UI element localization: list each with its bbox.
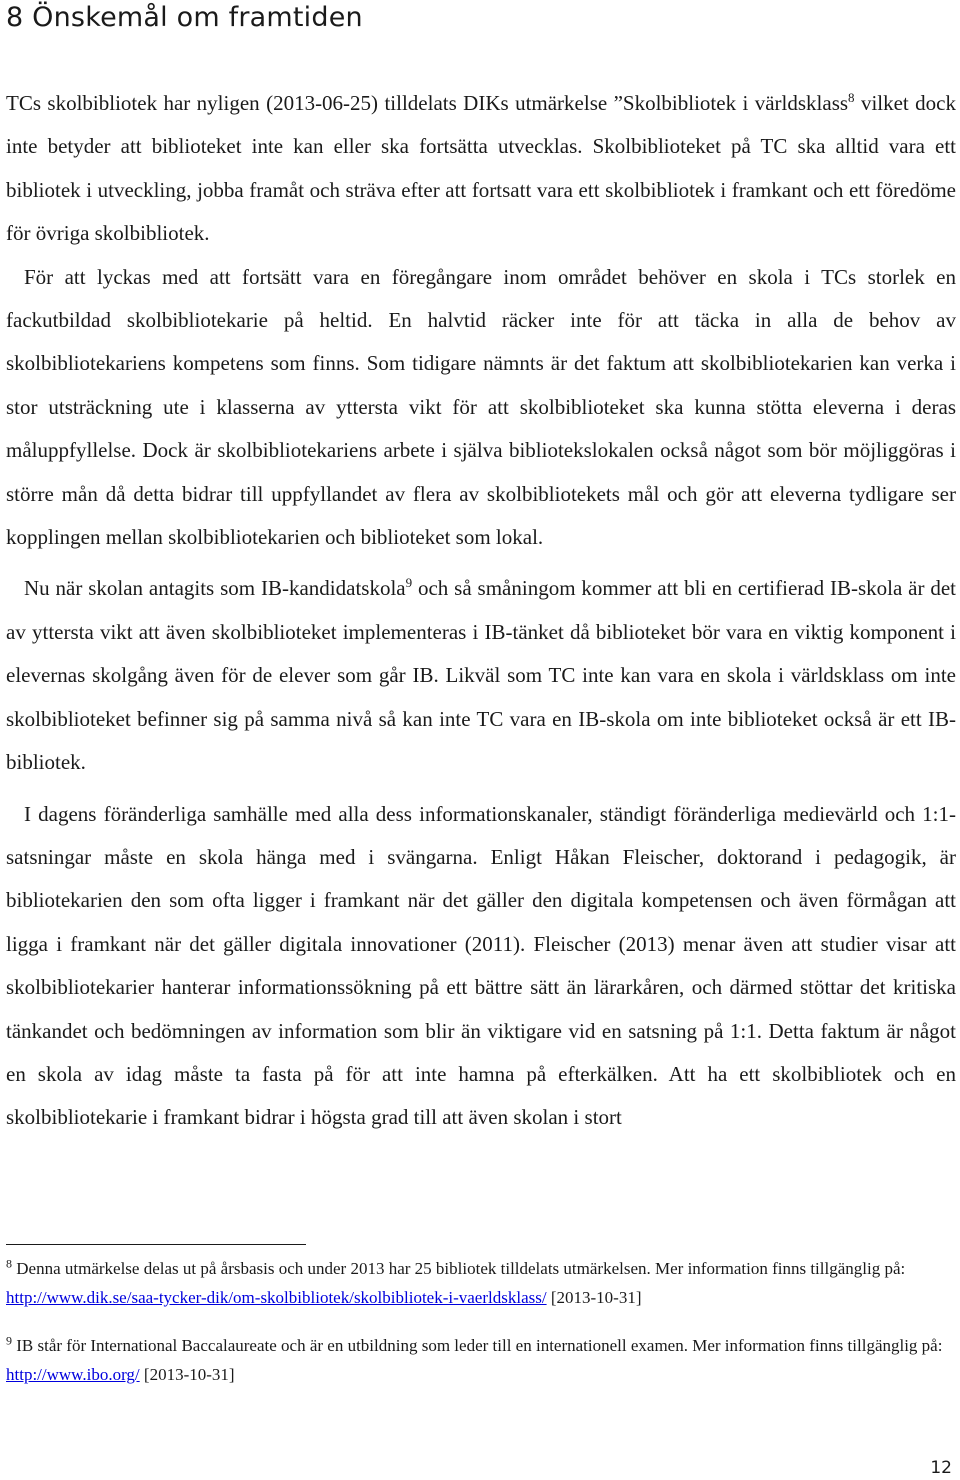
- footnotes: [6, 1254, 950, 1389]
- footnote-separator: [6, 1244, 306, 1245]
- paragraph-3: [6, 567, 956, 784]
- footnote-8: [6, 1254, 950, 1312]
- footnote-9-number: 9: [6, 1333, 12, 1348]
- paragraph-3-continued: och så småningom kommer att bli en certifierad IB-skola är det av yttersta vikt att även skolbiblioteket implementeras i IB-tänket då biblioteket bör vara en viktig komponent i elevernas skolgång även för de elever som går IB. Likväl som TC inte kan vara en skola i världsklass om inte skolbiblioteket befinner sig på samma nivå så kan inte TC vara en IB-skola om inte biblioteket också är ett IB-bibliotek.: [6, 576, 956, 775]
- footnote-9: [6, 1331, 950, 1389]
- footnote-8-date: [2013-10-31]: [546, 1288, 642, 1307]
- paragraph-1-text: TCs skolbibliotek har nyligen (2013-06-25) tilldelats DIKs utmärkelse ”Skolbibliotek i världsklass: [6, 91, 849, 115]
- footnote-9-link[interactable]: http://www.ibo.org/: [6, 1365, 140, 1384]
- footnote-8-link[interactable]: http://www.dik.se/saa-tycker-dik/om-skolbibliotek/skolbibliotek-i-vaerldsklass/: [6, 1288, 547, 1307]
- paragraph-1-continued: vilket dock inte betyder att biblioteket inte kan eller ska fortsätta utvecklas. Skolbiblioteket på TC ska alltid vara ett bibliotek i utveckling, jobba framåt och sträva efter att fortsatt vara ett skolbibliotek i framkant och ett föredöme för övriga skolbibliotek.: [6, 91, 956, 246]
- page-number: 12: [930, 1458, 952, 1478]
- footnote-9-date: [2013-10-31]: [139, 1365, 235, 1384]
- paragraph-4: I dagens föränderliga samhälle med alla dess informationskanaler, ständigt föränderliga medievärld och 1:1-satsningar måste en skola hänga med i svängarna. Enligt Håkan Fleischer, doktorand i pedagogik, är bibliotekarien den som ofta ligger i framkant när det gäller den digitala kompetensen och även förmågan att ligga i framkant när det gäller digitala innovationer (2011). Fleischer (2013) menar även att studier visar att skolbibliotekarier hanterar informationssökning på ett bättre sätt än lärarkåren, och därmed stöttar det kritiska tänkandet och bedömningen av information som blir än viktigare vid en satsning på 1:1. Detta faktum är något en skola av idag måste ta fasta på för att inte hamna på efterkälken. Att ha ett skolbibliotek och en skolbibliotekarie i framkant bidrar i högsta grad till att även skolan i stort: [6, 801, 956, 1130]
- section-heading: 8 Önskemål om framtiden: [6, 2, 363, 33]
- footnote-9-text: IB står för International Baccalaureate och är en utbildning som leder till en internationell examen. Mer information finns tillgänglig på:: [12, 1336, 943, 1355]
- footnote-ref-9[interactable]: 9: [405, 575, 413, 591]
- footnote-8-number: 8: [6, 1256, 12, 1271]
- footnote-ref-8[interactable]: 8: [848, 90, 855, 105]
- body-text: [6, 82, 956, 1140]
- footnote-8-text: Denna utmärkelse delas ut på årsbasis och under 2013 har 25 bibliotek tilldelats utmärkelsen. Mer information finns tillgänglig på:: [12, 1259, 906, 1278]
- paragraph-2: För att lyckas med att fortsätt vara en föregångare inom området behöver en skola i TCs storlek en fackutbildad skolbibliotekarie på heltid. En halvtid räcker inte för att täcka in alla de behov av skolbibliotekariens kompetens som finns. Som tidigare nämnts är det faktum att skolbibliotekarien kan verka i stor utsträckning ute i klasserna av yttersta vikt för att skolbiblioteket ska kunna stötta eleverna i deras måluppfyllelse. Dock är skolbibliotekariens arbete i själva bibliotekslokalen också något som bör möjliggöras i större mån då detta bidrar till uppfyllandet av flera av skolbibliotekets mål och gör att eleverna tydligare ser kopplingen mellan skolbibliotekarien och biblioteket som lokal.: [6, 264, 956, 550]
- paragraph-1: [6, 82, 956, 256]
- paragraph-3-text: Nu när skolan antagits som IB-kandidatskola: [24, 576, 406, 601]
